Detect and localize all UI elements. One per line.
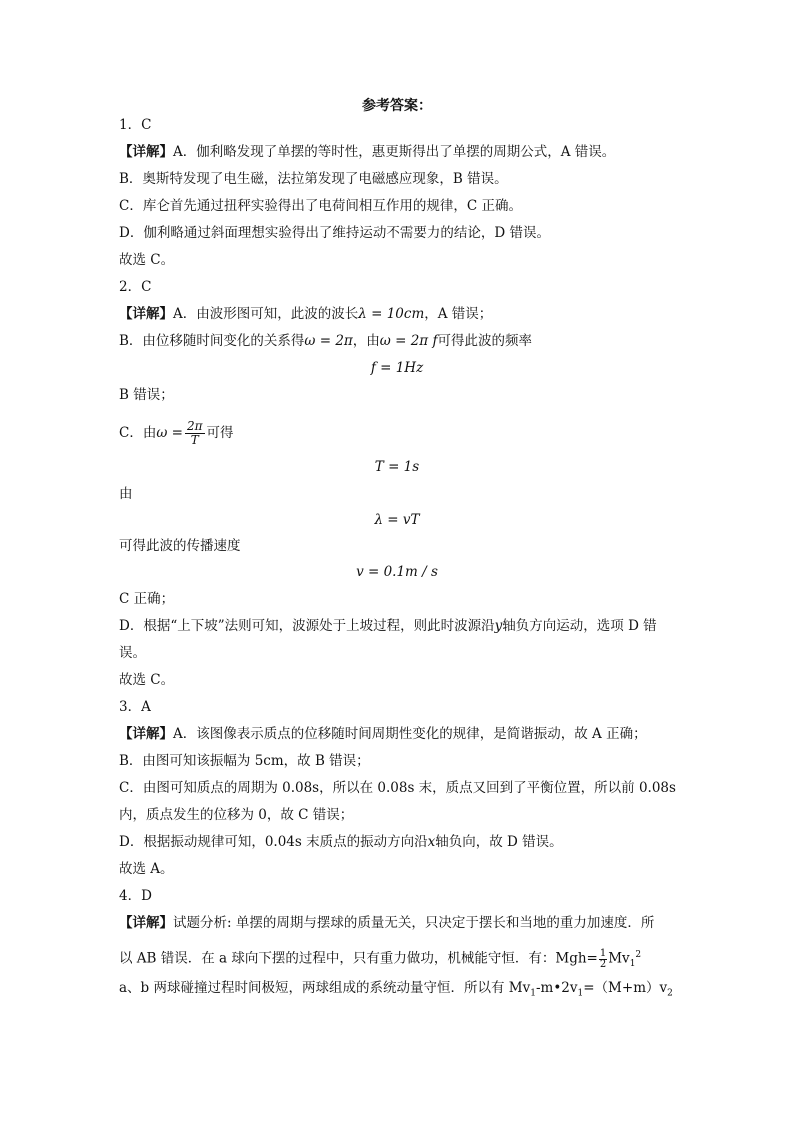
q2-option-d-cont: 误。 [119, 645, 146, 661]
wavelength-formula: λ = 10cm [358, 306, 425, 322]
period-fraction: $\frac{2\pi}{T}$ [186, 419, 203, 447]
q4-number: 4．D [119, 888, 152, 904]
q1-option-b: B．奥斯特发现了电生磁，法拉第发现了电磁感应现象，B 错误。 [119, 171, 508, 187]
q4-line-3: a、b 两球碰撞过程时间极短，两球组成的系统动量守恒．所以有 $Mv_1-m•2v_1=(M+m)v_2$ [119, 980, 673, 999]
q3-option-c: C．由图可知质点的周期为 0.08s，所以在 0.08s 末，质点又回到了平衡位置，所以前 0.08s [119, 780, 676, 796]
q1-choice: 故选 C。 [119, 252, 175, 268]
q4-line-1: 【详解】试题分析: 单摆的周期与摆球的质量无关，只决定于摆长和当地的重力加速度．所 [119, 915, 655, 931]
q2-option-b: B．由位移随时间变化的关系得ω = 2π，由ω = 2π f可得此波的频率 [119, 333, 532, 349]
period-formula: T = 1s [374, 459, 420, 475]
detail-tag: 【详解】 [119, 144, 173, 160]
q2-c-right: C 正确； [119, 591, 175, 607]
q3-option-b: B．由图可知该振幅为 5cm，故 B 错误； [119, 753, 370, 769]
detail-tag: 【详解】 [119, 726, 173, 742]
detail-tag: 【详解】 [119, 915, 173, 931]
q2-choice: 故选 C。 [119, 672, 175, 688]
q2-you: 由 [119, 486, 133, 502]
q2-speed-text: 可得此波的传播速度 [119, 538, 241, 554]
q1-option-d: D．伽利略通过斜面理想实验得出了维持运动不需要力的结论，D 错误。 [119, 225, 550, 241]
omega-formula: ω = 2π [304, 333, 353, 349]
q2-option-d: D．根据“上下坡”法则可知，波源处于上坡过程，则此时波源沿y轴负方向运动，选项 D 错 [119, 618, 657, 634]
q1-option-c: C．库仑首先通过扭秤实验得出了电荷间相互作用的规律，C 正确。 [119, 198, 522, 214]
detail-tag: 【详解】 [119, 306, 173, 322]
q4-line-2: 以 AB 错误．在 a 球向下摆的过程中，只有重力做功，机械能守恒．有：Mgh= $\frac{1}{2}$ $Mv_1^2$ [119, 947, 642, 970]
q2-number: 2．C [119, 279, 152, 295]
q2-option-c: C．由ω = $\frac{2\pi}{T}$ 可得 [119, 419, 234, 447]
q1-number: 1．C [119, 117, 152, 133]
q3-option-d: D．根据振动规律可知，0.04s 末质点的振动方向沿x轴负向，故 D 错误。 [119, 834, 563, 850]
q2-b-wrong: B 错误； [119, 387, 174, 403]
q3-option-c-cont: 内，质点发生的位移为 0，故 C 错误； [119, 807, 354, 823]
q3-number: 3．A [119, 699, 151, 715]
omega-frequency-formula: ω = 2π f [379, 333, 438, 349]
q3-choice: 故选 A。 [119, 861, 174, 877]
frequency-formula: f = 1Hz [370, 360, 424, 376]
q2-option-a: 【详解】A．由波形图可知，此波的波长λ = 10cm，A 错误； [119, 306, 493, 322]
q1-option-a: 【详解】A．伽利略发现了单摆的等时性，惠更斯得出了单摆的周期公式，A 错误。 [119, 144, 616, 160]
velocity-formula: v = 0.1m / s [356, 564, 438, 580]
lambda-formula: λ = vT [374, 512, 420, 528]
half-fraction: $\frac{1}{2}$ [599, 947, 607, 970]
answers-title: 参考答案： [362, 98, 432, 114]
q3-option-a: 【详解】A．该图像表示质点的位移随时间周期性变化的规律，是简谐振动，故 A 正确； [119, 726, 647, 742]
